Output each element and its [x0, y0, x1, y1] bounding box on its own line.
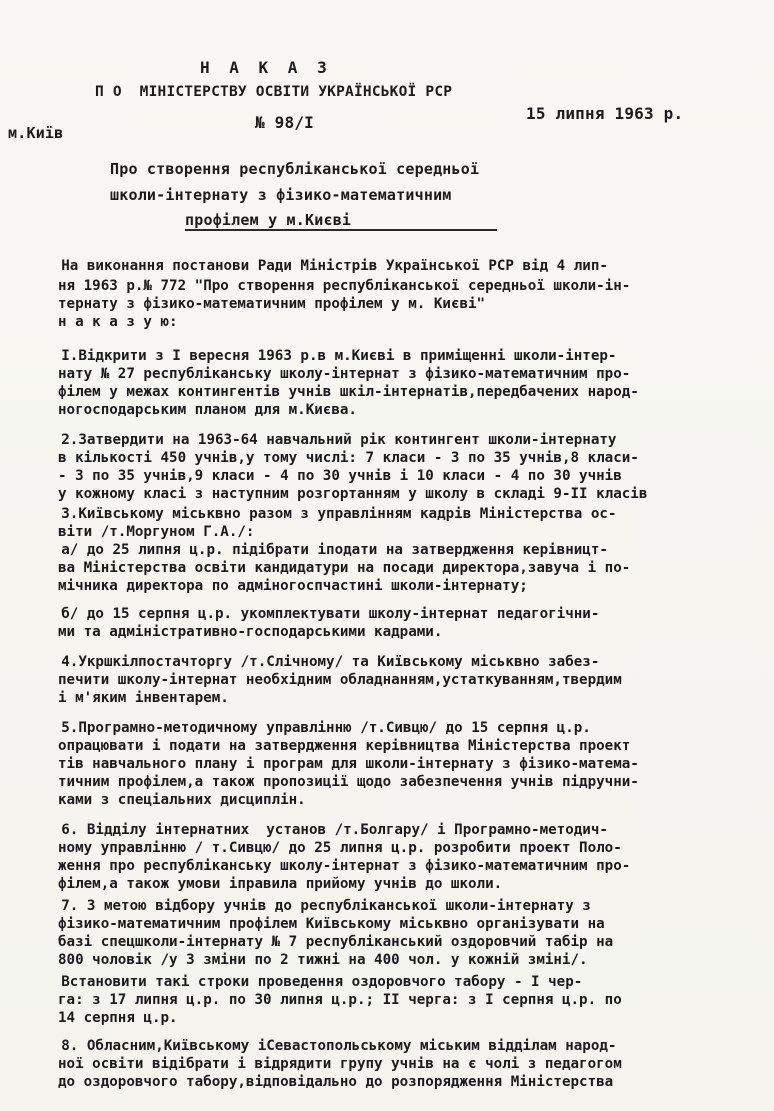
title-underline — [185, 229, 497, 231]
body-line: 2.Затвердити на 1963-64 навчальний рік контингент школи-інтернату — [10, 432, 617, 448]
body-line: 14 серпня ц.р. — [58, 1010, 178, 1026]
body-line: ному управлінню / т.Сивцю/ до 25 липня ц.р. розробити проект Поло- — [58, 840, 622, 856]
body-line: ми та адміністративно-господарськими кадрами. — [58, 624, 443, 640]
body-line: у кожному класі з наступним розгортанням у школу в складі 9-ІІ класів — [58, 486, 648, 502]
body-line: га: з 17 липня ц.р. по 30 липня ц.р.; ІІ черга: з І серпня ц.р. по — [58, 992, 622, 1008]
body-line: 4.Укршкілпостачторгу /т.Слічному/ та Київському міськвно забез- — [10, 654, 600, 670]
title-line-2: школи-інтернату з фізико-математичним — [110, 186, 452, 204]
body-line: опрацювати і подати на затвердження керівництва Міністерства проект — [58, 738, 631, 754]
body-line: тів навчального плану і програм для школи-інтернату з фізико-матема- — [58, 756, 639, 772]
body-line: 5.Програмно-методичному управлінню /т.Сивцю/ до 15 серпня ц.р. — [10, 720, 591, 736]
body-line: в кількості 450 учнів,у тому числі: 7 класи - 3 по 35 учнів,8 класи- — [58, 450, 639, 466]
body-line: ня 1963 р.№ 772 "Про створення республіканської середньої школи-ін- — [58, 278, 631, 294]
body-line: а/ до 25 липня ц.р. підібрати іподати на затвердження керівницт- — [10, 542, 608, 558]
body-line: І.Відкрити з І вересня 1963 р.в м.Києві в приміщенні школи-інтер- — [10, 348, 617, 364]
body-line: і м'яким інвентарем. — [58, 690, 229, 706]
body-line: н а к а з у ю: — [58, 314, 178, 330]
order-number: № 98/І — [255, 113, 314, 132]
body-line: - 3 по 35 учнів,9 класи - 4 по 30 учнів і 10 класи - 4 по 30 учнів — [58, 468, 622, 484]
body-line: 6. Відділу інтернатних установ /т.Болгару/ і Програмно-методич- — [10, 822, 608, 838]
body-line: ження про республіканську школу-інтернат з фізико-математичним про- — [58, 858, 631, 874]
city-label: м.Київ — [8, 124, 64, 142]
body-line: 3.Київському міськвно разом з управлінням кадрів Міністерства ос- — [10, 506, 617, 522]
body-line: б/ до 15 серпня ц.р. укомплектувати школу-інтернат педагогічни- — [10, 606, 600, 622]
body-line: мічника директора по адміногоспчастині школи-інтернату; — [58, 578, 528, 594]
title-line-3: профілем у м.Києві — [185, 211, 352, 229]
body-line: до оздоровчого табору,відповідально до розпорядження Міністерства — [58, 1074, 614, 1090]
body-line: філем,а також умови іправила прийому учнів до школи. — [58, 876, 503, 892]
title-line-1: Про створення республіканської середньої — [110, 160, 480, 178]
body-line: 8. Обласним,Київському іСевастопольському міським відділам народ- — [10, 1038, 617, 1054]
body-line: фізико-математичним профілем Київському міськвно організувати на — [58, 916, 605, 932]
body-line: віти /т.Моргуном Г.А./: — [58, 524, 255, 540]
body-line: Встановити такі строки проведення оздоровчого табору - І чер- — [10, 974, 583, 990]
body-line: На виконання постанови Ради Міністрів Української РСР від 4 лип- — [10, 258, 608, 274]
body-line: тичним профілем,а також пропозиції щодо забезпечення учнів підручни- — [58, 774, 639, 790]
ministry-heading: П О МІНІСТЕРСТВУ ОСВІТИ УКРАЇНСЬКОЇ РСР — [95, 84, 453, 100]
body-line: базі спецшколи-інтернату № 7 республіканський оздоровчий табір на — [58, 934, 614, 950]
body-line: 7. З метою відбору учнів до республіканської школи-інтернату з — [10, 898, 591, 914]
body-line: ками з спеціальних дисциплін. — [58, 792, 306, 808]
body-line: ної освіти відібрати і відрядити групу учнів на є чолі з педагогом — [58, 1056, 622, 1072]
body-line: ва Міністерства освіти кандидатури на посади директора,завуча і по- — [58, 560, 631, 576]
body-line: печити школу-інтернат необхідним обладнанням,устаткуванням,твердим — [58, 672, 622, 688]
body-line: нату № 27 республіканську школу-інтернат з фізико-математичним про- — [58, 366, 631, 382]
order-heading: Н А К А З — [200, 58, 332, 77]
order-date: 15 липня 1963 р. — [526, 104, 684, 123]
body-line: тернату з фізико-математичним профілем у м. Києві" — [58, 296, 486, 312]
body-line: 800 чоловік /у 3 зміни по 2 тижні на 400 чол. у кожній зміні/. — [58, 952, 588, 968]
body-line: ногосподарським планом для м.Києва. — [58, 402, 357, 418]
body-line: філем у межах контингентів учнів шкіл-інтернатів,передбачених народ- — [58, 384, 639, 400]
